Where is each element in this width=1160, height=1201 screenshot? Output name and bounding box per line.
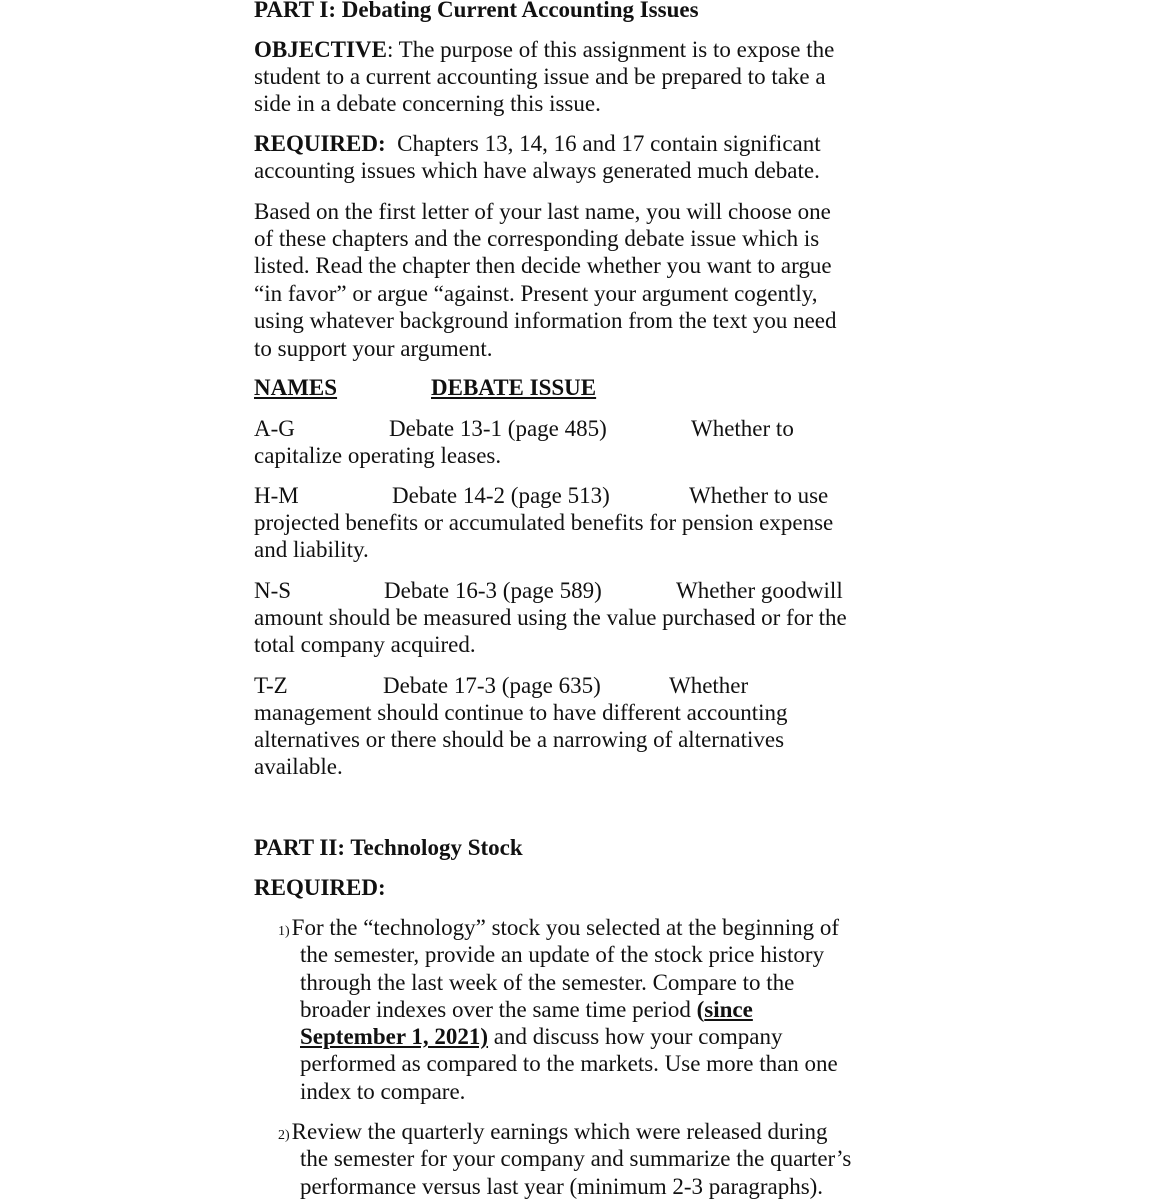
debate-issue: and liability. <box>254 537 369 562</box>
debate-issue: capitalize operating leases. <box>254 443 502 468</box>
item-text-bold: ( <box>696 997 705 1022</box>
debate-reference: Debate 17-3 (page 635) <box>383 673 601 698</box>
objective-label: OBJECTIVE <box>254 37 387 62</box>
names-header: NAMES <box>254 375 338 400</box>
required-text: accounting issues which have always generated much debate. <box>254 158 820 183</box>
debate-issue: amount should be measured using the value purchased or for the <box>254 605 847 630</box>
debate-issue: Whether <box>669 673 749 698</box>
debate-reference: Debate 16-3 (page 589) <box>384 578 602 603</box>
objective-text: student to a current accounting issue and be prepared to take a <box>254 64 826 89</box>
part1-title: PART I: Debating Current Accounting Issues <box>254 0 699 22</box>
debate-names: A-G <box>254 416 295 441</box>
date-emphasis: since <box>704 997 753 1022</box>
list-marker: 1) <box>278 924 290 939</box>
item-text: the semester, provide an update of the stock price history <box>300 942 825 967</box>
paragraph-line: of these chapters and the corresponding debate issue which is <box>254 226 820 251</box>
part2-title: PART II: Technology Stock <box>254 835 523 860</box>
item-text: broader indexes over the same time period <box>300 997 697 1022</box>
debate-issue: Whether to use <box>689 483 829 508</box>
paragraph-line: to support your argument. <box>254 336 493 361</box>
objective-text: side in a debate concerning this issue. <box>254 91 601 116</box>
item-text: the semester for your company and summarize the quarter’s <box>300 1146 852 1171</box>
date-emphasis: September 1, 2021) <box>300 1024 489 1049</box>
item-text: performed as compared to the markets. Use more than one <box>300 1051 838 1076</box>
item-text: and discuss how your company <box>488 1024 783 1049</box>
item-text: For the “technology” stock you selected at the beginning of <box>291 915 840 940</box>
required-label: REQUIRED: <box>254 131 386 156</box>
item-text: Review the quarterly earnings which were released during <box>291 1119 828 1144</box>
debate-issue: Whether goodwill <box>676 578 843 603</box>
debate-issue-header: DEBATE ISSUE <box>431 375 597 400</box>
required-text: Chapters 13, 14, 16 and 17 contain significant <box>385 131 821 156</box>
debate-issue: total company acquired. <box>254 632 476 657</box>
list-marker: 2) <box>278 1128 290 1143</box>
debate-names: T-Z <box>254 673 288 698</box>
debate-reference: Debate 14-2 (page 513) <box>392 483 610 508</box>
objective-text: : The purpose of this assignment is to expose the <box>386 37 835 62</box>
item-text: index to compare. <box>300 1079 466 1104</box>
item-text: through the last week of the semester. Compare to the <box>300 970 795 995</box>
debate-issue: projected benefits or accumulated benefits for pension expense <box>254 510 834 535</box>
debate-reference: Debate 13-1 (page 485) <box>389 416 607 441</box>
debate-names: N-S <box>254 578 292 603</box>
item-text: performance versus last year (minimum 2-3 paragraphs). <box>300 1174 824 1199</box>
paragraph-line: using whatever background information from the text you need <box>254 308 837 333</box>
paragraph-line: “in favor” or argue “against. Present your argument cogently, <box>254 281 818 306</box>
debate-issue: alternatives or there should be a narrowing of alternatives <box>254 727 785 752</box>
debate-names: H-M <box>254 483 299 508</box>
debate-issue: management should continue to have different accounting <box>254 700 788 725</box>
part2-required-label: REQUIRED: <box>254 875 386 900</box>
paragraph-line: listed. Read the chapter then decide whether you want to argue <box>254 253 832 278</box>
paragraph-line: Based on the first letter of your last name, you will choose one <box>254 199 831 224</box>
debate-issue: available. <box>254 754 343 779</box>
debate-issue: Whether to <box>691 416 794 441</box>
